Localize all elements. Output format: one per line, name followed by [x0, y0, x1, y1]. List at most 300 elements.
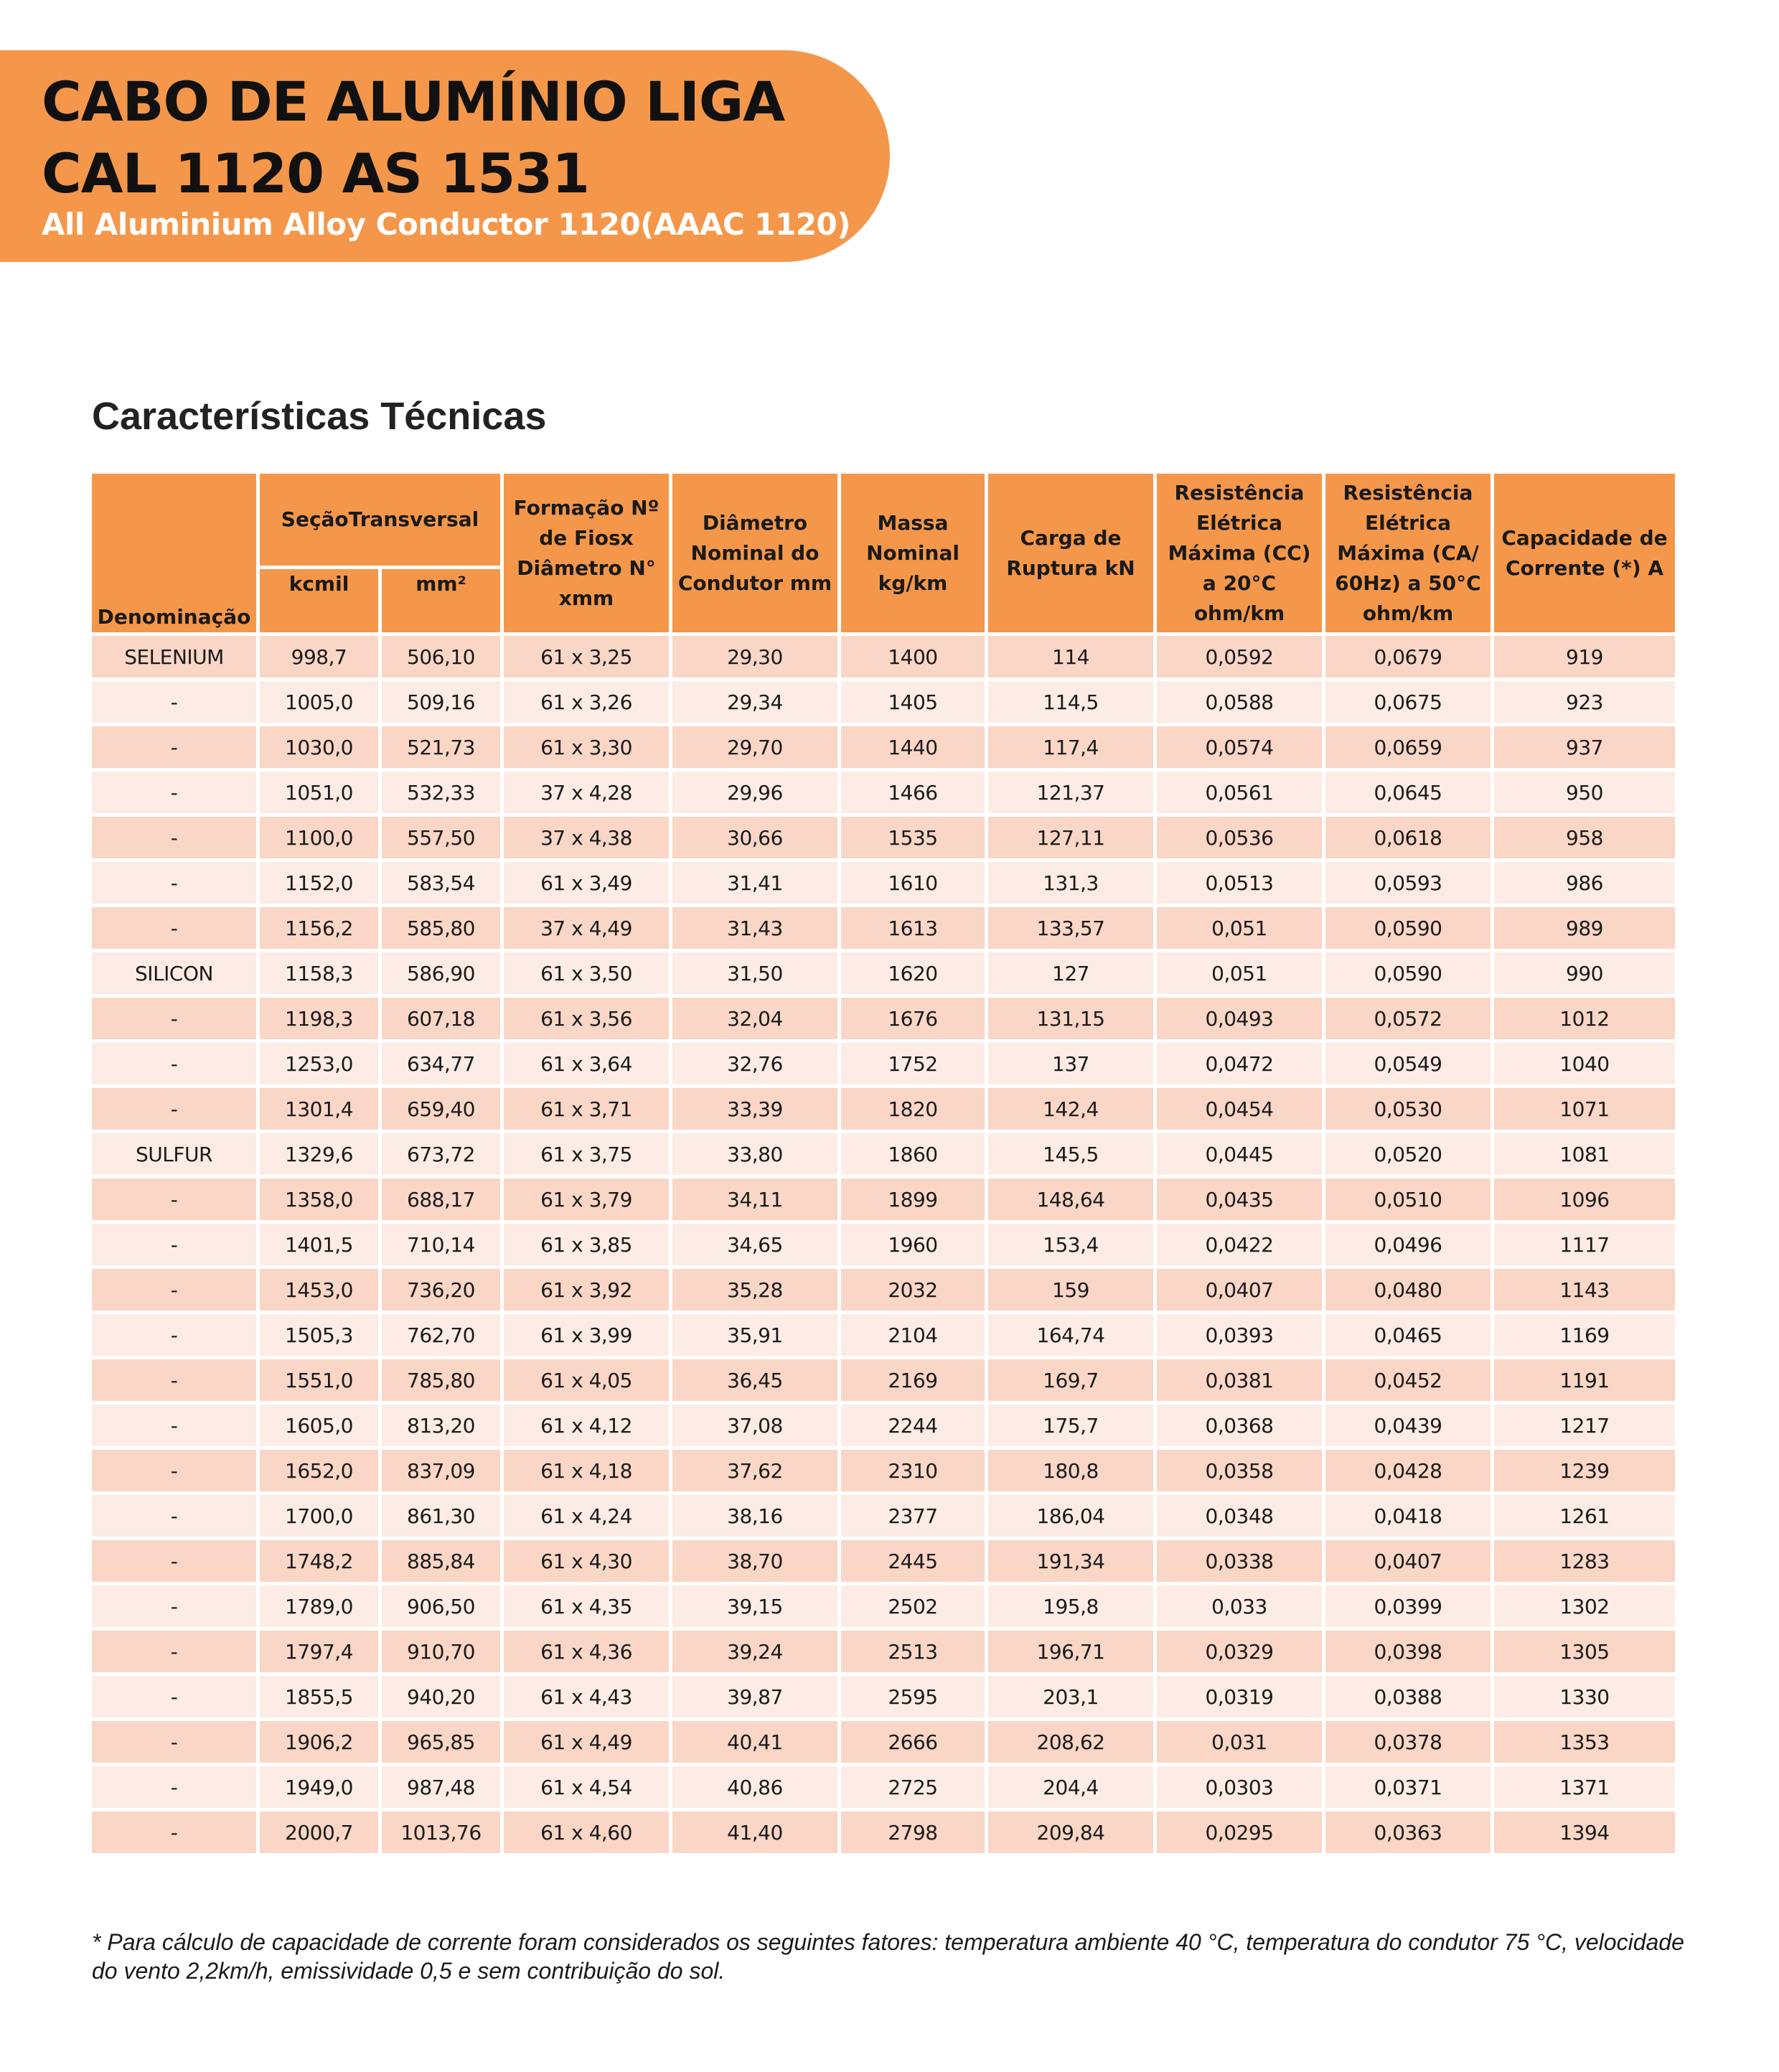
resistencia-cc-cell: 0,031	[1157, 1721, 1322, 1763]
resistencia-cc-cell: 0,0513	[1157, 862, 1322, 904]
denominacao-cell: -	[92, 1585, 256, 1627]
denominacao-cell: -	[92, 862, 256, 904]
capacidade-cell: 1191	[1494, 1359, 1675, 1401]
header-carga-ruptura: Carga de Ruptura kN	[988, 474, 1153, 632]
page-subtitle: All Aluminium Alloy Conductor 1120(AAAC 1120)	[42, 207, 850, 242]
table-row	[92, 726, 1675, 768]
kcmil-cell: 1158,3	[260, 952, 378, 994]
header-kcmil: kcmil	[260, 569, 378, 632]
kcmil-cell: 1652,0	[260, 1450, 378, 1491]
resistencia-cc-cell: 0,0592	[1157, 636, 1322, 678]
table-row	[92, 681, 1675, 723]
header-resistencia-ca: Resistência Elétrica Máxima (CA/ 60Hz) a 50°C ohm/km	[1325, 474, 1491, 632]
mm2-cell: 965,85	[382, 1721, 500, 1763]
carga-cell: 191,34	[988, 1540, 1153, 1582]
table-row	[92, 1585, 1675, 1627]
capacidade-cell: 1040	[1494, 1043, 1675, 1084]
denominacao-cell: -	[92, 817, 256, 858]
mm2-cell: 885,84	[382, 1540, 500, 1582]
diametro-cell: 38,16	[672, 1495, 837, 1537]
formacao-cell: 61 x 4,49	[504, 1721, 669, 1763]
denominacao-cell: -	[92, 681, 256, 723]
diametro-cell: 32,76	[672, 1043, 837, 1084]
resistencia-cc-cell: 0,0358	[1157, 1450, 1322, 1491]
denominacao-cell: -	[92, 1811, 256, 1853]
capacidade-cell: 986	[1494, 862, 1675, 904]
diametro-cell: 32,04	[672, 998, 837, 1039]
capacidade-cell: 990	[1494, 952, 1675, 994]
capacidade-cell: 989	[1494, 907, 1675, 949]
resistencia-ca-cell: 0,0439	[1325, 1405, 1491, 1446]
resistencia-cc-cell: 0,0295	[1157, 1811, 1322, 1853]
resistencia-cc-cell: 0,0574	[1157, 726, 1322, 768]
resistencia-ca-cell: 0,0618	[1325, 817, 1491, 858]
formacao-cell: 61 x 4,12	[504, 1405, 669, 1446]
table-row	[92, 1178, 1675, 1220]
carga-cell: 180,8	[988, 1450, 1153, 1491]
table-row	[92, 1314, 1675, 1356]
resistencia-ca-cell: 0,0675	[1325, 681, 1491, 723]
resistencia-cc-cell: 0,0303	[1157, 1766, 1322, 1808]
resistencia-cc-cell: 0,0368	[1157, 1405, 1322, 1446]
diametro-cell: 29,34	[672, 681, 837, 723]
massa-cell: 2104	[841, 1314, 985, 1356]
page-title-line-1: CABO DE ALUMÍNIO LIGA	[42, 70, 785, 133]
resistencia-cc-cell: 0,0319	[1157, 1676, 1322, 1717]
diametro-cell: 38,70	[672, 1540, 837, 1582]
mm2-cell: 813,20	[382, 1405, 500, 1446]
carga-cell: 164,74	[988, 1314, 1153, 1356]
carga-cell: 127,11	[988, 817, 1153, 858]
resistencia-cc-cell: 0,051	[1157, 907, 1322, 949]
diametro-cell: 36,45	[672, 1359, 837, 1401]
table-row	[92, 1359, 1675, 1401]
diametro-cell: 33,39	[672, 1088, 837, 1130]
denominacao-cell: -	[92, 1721, 256, 1763]
formacao-cell: 61 x 4,43	[504, 1676, 669, 1717]
resistencia-cc-cell: 0,033	[1157, 1585, 1322, 1627]
capacidade-cell: 1012	[1494, 998, 1675, 1039]
resistencia-ca-cell: 0,0480	[1325, 1269, 1491, 1311]
table-row	[92, 817, 1675, 858]
carga-cell: 203,1	[988, 1676, 1153, 1717]
capacidade-cell: 1261	[1494, 1495, 1675, 1537]
diametro-cell: 29,30	[672, 636, 837, 678]
table-row	[92, 1405, 1675, 1446]
massa-cell: 1400	[841, 636, 985, 678]
resistencia-ca-cell: 0,0645	[1325, 772, 1491, 813]
diametro-cell: 39,15	[672, 1585, 837, 1627]
diametro-cell: 35,28	[672, 1269, 837, 1311]
formacao-cell: 61 x 3,64	[504, 1043, 669, 1084]
table-row	[92, 636, 1675, 678]
table-row	[92, 1766, 1675, 1808]
resistencia-ca-cell: 0,0530	[1325, 1088, 1491, 1130]
diametro-cell: 40,86	[672, 1766, 837, 1808]
capacidade-cell: 1117	[1494, 1224, 1675, 1265]
kcmil-cell: 1551,0	[260, 1359, 378, 1401]
kcmil-cell: 1789,0	[260, 1585, 378, 1627]
carga-cell: 121,37	[988, 772, 1153, 813]
mm2-cell: 785,80	[382, 1359, 500, 1401]
table-row	[92, 1269, 1675, 1311]
resistencia-cc-cell: 0,0393	[1157, 1314, 1322, 1356]
resistencia-cc-cell: 0,0588	[1157, 681, 1322, 723]
header-secao-transversal: SeçãoTransversal	[260, 474, 500, 566]
denominacao-cell: -	[92, 1495, 256, 1537]
page-title-line-2: CAL 1120 AS 1531	[42, 141, 589, 205]
table-row	[92, 1676, 1675, 1717]
formacao-cell: 37 x 4,38	[504, 817, 669, 858]
formacao-cell: 61 x 3,79	[504, 1178, 669, 1220]
carga-cell: 127	[988, 952, 1153, 994]
resistencia-ca-cell: 0,0549	[1325, 1043, 1491, 1084]
header-formacao: Formação Nº de Fiosx Diâmetro N° xmm	[504, 474, 669, 632]
capacidade-cell: 1353	[1494, 1721, 1675, 1763]
diametro-cell: 34,11	[672, 1178, 837, 1220]
carga-cell: 133,57	[988, 907, 1153, 949]
resistencia-ca-cell: 0,0388	[1325, 1676, 1491, 1717]
massa-cell: 1820	[841, 1088, 985, 1130]
kcmil-cell: 1453,0	[260, 1269, 378, 1311]
resistencia-ca-cell: 0,0465	[1325, 1314, 1491, 1356]
diametro-cell: 30,66	[672, 817, 837, 858]
carga-cell: 117,4	[988, 726, 1153, 768]
resistencia-ca-cell: 0,0590	[1325, 907, 1491, 949]
footnote: * Para cálculo de capacidade de corrente foram considerados os seguintes fatores: temperatura ambiente 40 °C, temperatura do condutor 75 °C, velocidade do vento 2,2km/h, emissividade 0,5 e sem contribuição do sol.	[92, 1929, 1684, 1984]
capacidade-cell: 1081	[1494, 1133, 1675, 1175]
resistencia-ca-cell: 0,0452	[1325, 1359, 1491, 1401]
diametro-cell: 39,24	[672, 1631, 837, 1672]
denominacao-cell: -	[92, 772, 256, 813]
massa-cell: 1960	[841, 1224, 985, 1265]
diametro-cell: 29,70	[672, 726, 837, 768]
resistencia-ca-cell: 0,0428	[1325, 1450, 1491, 1491]
mm2-cell: 506,10	[382, 636, 500, 678]
resistencia-ca-cell: 0,0399	[1325, 1585, 1491, 1627]
mm2-cell: 557,50	[382, 817, 500, 858]
carga-cell: 209,84	[988, 1811, 1153, 1853]
denominacao-cell: -	[92, 907, 256, 949]
massa-cell: 1752	[841, 1043, 985, 1084]
denominacao-cell: -	[92, 1450, 256, 1491]
kcmil-cell: 1152,0	[260, 862, 378, 904]
massa-cell: 1899	[841, 1178, 985, 1220]
formacao-cell: 61 x 3,25	[504, 636, 669, 678]
massa-cell: 1613	[841, 907, 985, 949]
mm2-cell: 837,09	[382, 1450, 500, 1491]
header-capacidade: Capacidade de Corrente (*) A	[1494, 474, 1675, 632]
table-row	[92, 862, 1675, 904]
table-row	[92, 1540, 1675, 1582]
kcmil-cell: 1100,0	[260, 817, 378, 858]
mm2-cell: 607,18	[382, 998, 500, 1039]
resistencia-ca-cell: 0,0496	[1325, 1224, 1491, 1265]
kcmil-cell: 1301,4	[260, 1088, 378, 1130]
diametro-cell: 34,65	[672, 1224, 837, 1265]
massa-cell: 1620	[841, 952, 985, 994]
resistencia-ca-cell: 0,0659	[1325, 726, 1491, 768]
carga-cell: 195,8	[988, 1585, 1153, 1627]
formacao-cell: 61 x 4,05	[504, 1359, 669, 1401]
capacidade-cell: 923	[1494, 681, 1675, 723]
mm2-cell: 532,33	[382, 772, 500, 813]
capacidade-cell: 1330	[1494, 1676, 1675, 1717]
carga-cell: 175,7	[988, 1405, 1153, 1446]
table-row	[92, 1450, 1675, 1491]
denominacao-cell: SELENIUM	[92, 636, 256, 678]
denominacao-cell: -	[92, 1269, 256, 1311]
mm2-cell: 659,40	[382, 1088, 500, 1130]
diametro-cell: 31,43	[672, 907, 837, 949]
diametro-cell: 33,80	[672, 1133, 837, 1175]
formacao-cell: 61 x 3,75	[504, 1133, 669, 1175]
diametro-cell: 31,41	[672, 862, 837, 904]
carga-cell: 196,71	[988, 1631, 1153, 1672]
header-diametro: Diâmetro Nominal do Condutor mm	[672, 474, 837, 632]
table-row	[92, 952, 1675, 994]
resistencia-ca-cell: 0,0590	[1325, 952, 1491, 994]
table-row	[92, 1088, 1675, 1130]
kcmil-cell: 1005,0	[260, 681, 378, 723]
capacidade-cell: 1305	[1494, 1631, 1675, 1672]
capacidade-cell: 937	[1494, 726, 1675, 768]
denominacao-cell: -	[92, 1314, 256, 1356]
mm2-cell: 910,70	[382, 1631, 500, 1672]
denominacao-cell: -	[92, 1088, 256, 1130]
kcmil-cell: 1329,6	[260, 1133, 378, 1175]
formacao-cell: 61 x 4,24	[504, 1495, 669, 1537]
massa-cell: 2513	[841, 1631, 985, 1672]
resistencia-cc-cell: 0,0422	[1157, 1224, 1322, 1265]
resistencia-ca-cell: 0,0378	[1325, 1721, 1491, 1763]
table-row	[92, 1721, 1675, 1763]
capacidade-cell: 958	[1494, 817, 1675, 858]
mm2-cell: 736,20	[382, 1269, 500, 1311]
carga-cell: 131,15	[988, 998, 1153, 1039]
formacao-cell: 61 x 3,85	[504, 1224, 669, 1265]
denominacao-cell: -	[92, 1766, 256, 1808]
formacao-cell: 61 x 4,60	[504, 1811, 669, 1853]
formacao-cell: 37 x 4,28	[504, 772, 669, 813]
massa-cell: 2169	[841, 1359, 985, 1401]
massa-cell: 1610	[841, 862, 985, 904]
formacao-cell: 61 x 4,18	[504, 1450, 669, 1491]
denominacao-cell: -	[92, 726, 256, 768]
denominacao-cell: -	[92, 1405, 256, 1446]
resistencia-cc-cell: 0,0536	[1157, 817, 1322, 858]
resistencia-cc-cell: 0,051	[1157, 952, 1322, 994]
kcmil-cell: 1358,0	[260, 1178, 378, 1220]
carga-cell: 159	[988, 1269, 1153, 1311]
formacao-cell: 61 x 4,35	[504, 1585, 669, 1627]
resistencia-cc-cell: 0,0472	[1157, 1043, 1322, 1084]
kcmil-cell: 1198,3	[260, 998, 378, 1039]
carga-cell: 186,04	[988, 1495, 1153, 1537]
denominacao-cell: -	[92, 1359, 256, 1401]
formacao-cell: 61 x 3,50	[504, 952, 669, 994]
mm2-cell: 762,70	[382, 1314, 500, 1356]
resistencia-ca-cell: 0,0679	[1325, 636, 1491, 678]
diametro-cell: 31,50	[672, 952, 837, 994]
denominacao-cell: -	[92, 1631, 256, 1672]
carga-cell: 204,4	[988, 1766, 1153, 1808]
formacao-cell: 61 x 4,30	[504, 1540, 669, 1582]
resistencia-ca-cell: 0,0418	[1325, 1495, 1491, 1537]
header-denominacao: Denominação	[92, 474, 256, 632]
formacao-cell: 61 x 3,30	[504, 726, 669, 768]
denominacao-cell: SILICON	[92, 952, 256, 994]
carga-cell: 131,3	[988, 862, 1153, 904]
formacao-cell: 61 x 3,49	[504, 862, 669, 904]
massa-cell: 2725	[841, 1766, 985, 1808]
kcmil-cell: 1253,0	[260, 1043, 378, 1084]
kcmil-cell: 1855,5	[260, 1676, 378, 1717]
kcmil-cell: 1051,0	[260, 772, 378, 813]
formacao-cell: 61 x 3,99	[504, 1314, 669, 1356]
capacidade-cell: 1096	[1494, 1178, 1675, 1220]
resistencia-cc-cell: 0,0435	[1157, 1178, 1322, 1220]
denominacao-cell: -	[92, 1540, 256, 1582]
resistencia-ca-cell: 0,0510	[1325, 1178, 1491, 1220]
kcmil-cell: 1700,0	[260, 1495, 378, 1537]
table-row	[92, 1811, 1675, 1853]
massa-cell: 1535	[841, 817, 985, 858]
capacidade-cell: 919	[1494, 636, 1675, 678]
kcmil-cell: 1797,4	[260, 1631, 378, 1672]
massa-cell: 2666	[841, 1721, 985, 1763]
diametro-cell: 39,87	[672, 1676, 837, 1717]
massa-cell: 2310	[841, 1450, 985, 1491]
mm2-cell: 521,73	[382, 726, 500, 768]
capacidade-cell: 1394	[1494, 1811, 1675, 1853]
mm2-cell: 688,17	[382, 1178, 500, 1220]
resistencia-ca-cell: 0,0371	[1325, 1766, 1491, 1808]
capacidade-cell: 1143	[1494, 1269, 1675, 1311]
resistencia-cc-cell: 0,0454	[1157, 1088, 1322, 1130]
kcmil-cell: 1401,5	[260, 1224, 378, 1265]
resistencia-cc-cell: 0,0445	[1157, 1133, 1322, 1175]
diametro-cell: 37,62	[672, 1450, 837, 1491]
kcmil-cell: 2000,7	[260, 1811, 378, 1853]
kcmil-cell: 1949,0	[260, 1766, 378, 1808]
mm2-cell: 861,30	[382, 1495, 500, 1537]
formacao-cell: 61 x 3,92	[504, 1269, 669, 1311]
formacao-cell: 61 x 4,36	[504, 1631, 669, 1672]
diametro-cell: 41,40	[672, 1811, 837, 1853]
carga-cell: 114,5	[988, 681, 1153, 723]
formacao-cell: 61 x 3,71	[504, 1088, 669, 1130]
capacidade-cell: 1239	[1494, 1450, 1675, 1491]
kcmil-cell: 998,7	[260, 636, 378, 678]
kcmil-cell: 1156,2	[260, 907, 378, 949]
mm2-cell: 710,14	[382, 1224, 500, 1265]
massa-cell: 2798	[841, 1811, 985, 1853]
resistencia-ca-cell: 0,0398	[1325, 1631, 1491, 1672]
formacao-cell: 61 x 3,56	[504, 998, 669, 1039]
resistencia-ca-cell: 0,0593	[1325, 862, 1491, 904]
massa-cell: 2377	[841, 1495, 985, 1537]
mm2-cell: 987,48	[382, 1766, 500, 1808]
spec-table-body	[92, 636, 1675, 1853]
massa-cell: 2244	[841, 1405, 985, 1446]
mm2-cell: 509,16	[382, 681, 500, 723]
capacidade-cell: 1169	[1494, 1314, 1675, 1356]
mm2-cell: 673,72	[382, 1133, 500, 1175]
massa-cell: 2445	[841, 1540, 985, 1582]
resistencia-cc-cell: 0,0381	[1157, 1359, 1322, 1401]
header-massa: Massa Nominal kg/km	[841, 474, 985, 632]
mm2-cell: 1013,76	[382, 1811, 500, 1853]
capacidade-cell: 1071	[1494, 1088, 1675, 1130]
denominacao-cell: -	[92, 1224, 256, 1265]
mm2-cell: 586,90	[382, 952, 500, 994]
resistencia-ca-cell: 0,0520	[1325, 1133, 1491, 1175]
kcmil-cell: 1505,3	[260, 1314, 378, 1356]
mm2-cell: 583,54	[382, 862, 500, 904]
formacao-cell: 61 x 4,54	[504, 1766, 669, 1808]
massa-cell: 1466	[841, 772, 985, 813]
diametro-cell: 35,91	[672, 1314, 837, 1356]
capacidade-cell: 950	[1494, 772, 1675, 813]
mm2-cell: 585,80	[382, 907, 500, 949]
carga-cell: 153,4	[988, 1224, 1153, 1265]
mm2-cell: 940,20	[382, 1676, 500, 1717]
spec-table	[88, 470, 1679, 1857]
carga-cell: 145,5	[988, 1133, 1153, 1175]
massa-cell: 2502	[841, 1585, 985, 1627]
carga-cell: 137	[988, 1043, 1153, 1084]
carga-cell: 114	[988, 636, 1153, 678]
denominacao-cell: -	[92, 1043, 256, 1084]
massa-cell: 2032	[841, 1269, 985, 1311]
denominacao-cell: -	[92, 1178, 256, 1220]
table-row	[92, 1224, 1675, 1265]
diametro-cell: 29,96	[672, 772, 837, 813]
table-row	[92, 1495, 1675, 1537]
capacidade-cell: 1283	[1494, 1540, 1675, 1582]
resistencia-cc-cell: 0,0338	[1157, 1540, 1322, 1582]
capacidade-cell: 1371	[1494, 1766, 1675, 1808]
resistencia-cc-cell: 0,0329	[1157, 1631, 1322, 1672]
table-row	[92, 772, 1675, 813]
denominacao-cell: -	[92, 998, 256, 1039]
table-row	[92, 1133, 1675, 1175]
massa-cell: 1405	[841, 681, 985, 723]
kcmil-cell: 1030,0	[260, 726, 378, 768]
table-row	[92, 907, 1675, 949]
formacao-cell: 37 x 4,49	[504, 907, 669, 949]
denominacao-cell: SULFUR	[92, 1133, 256, 1175]
mm2-cell: 634,77	[382, 1043, 500, 1084]
header-mm2: mm²	[382, 569, 500, 632]
kcmil-cell: 1605,0	[260, 1405, 378, 1446]
resistencia-cc-cell: 0,0348	[1157, 1495, 1322, 1537]
resistencia-ca-cell: 0,0572	[1325, 998, 1491, 1039]
section-title: Características Técnicas	[92, 395, 547, 438]
massa-cell: 1860	[841, 1133, 985, 1175]
resistencia-ca-cell: 0,0407	[1325, 1540, 1491, 1582]
carga-cell: 169,7	[988, 1359, 1153, 1401]
header-resistencia-cc: Resistência Elétrica Máxima (CC) a 20°C ohm/km	[1157, 474, 1322, 632]
mm2-cell: 906,50	[382, 1585, 500, 1627]
table-row	[92, 1043, 1675, 1084]
resistencia-ca-cell: 0,0363	[1325, 1811, 1491, 1853]
capacidade-cell: 1217	[1494, 1405, 1675, 1446]
carga-cell: 148,64	[988, 1178, 1153, 1220]
resistencia-cc-cell: 0,0493	[1157, 998, 1322, 1039]
kcmil-cell: 1906,2	[260, 1721, 378, 1763]
